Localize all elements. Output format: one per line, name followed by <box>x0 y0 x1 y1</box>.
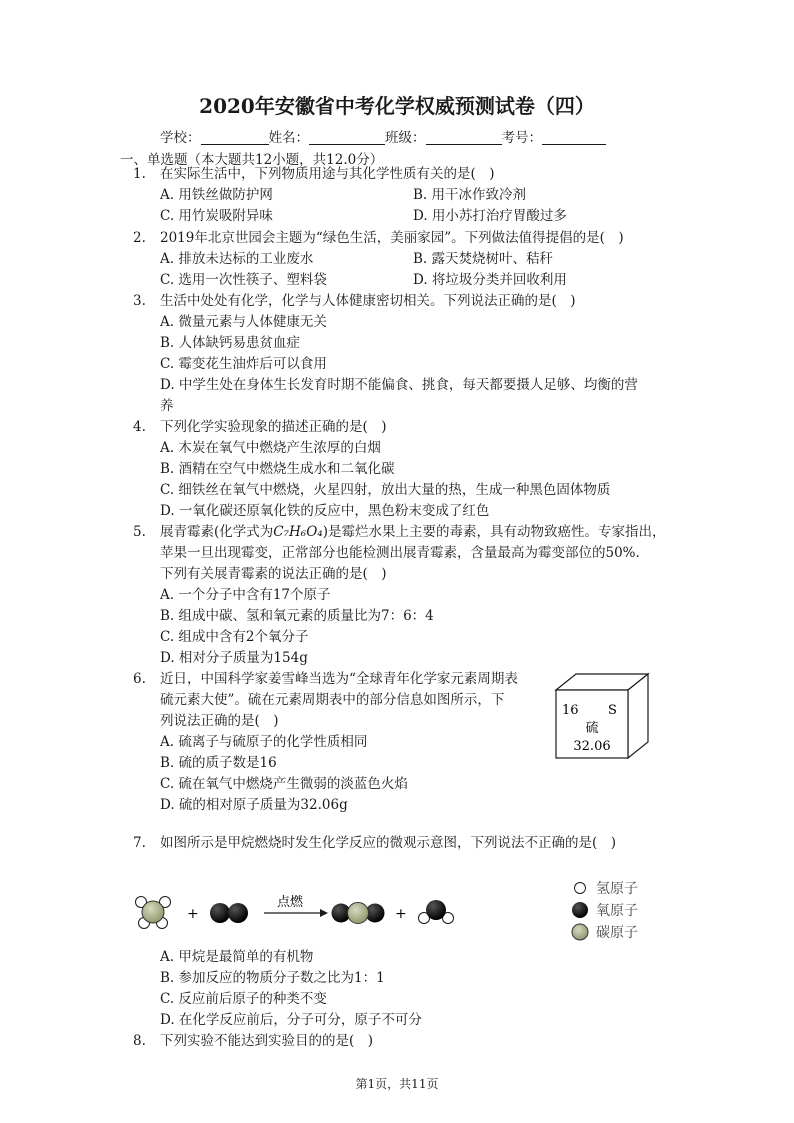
number-label: 考号： <box>501 130 542 146</box>
q8-number: 8. <box>133 1033 146 1049</box>
q6-stem-line3: 列说法正确的是( ) <box>160 713 279 729</box>
legend-hydrogen-label: 氢原子 <box>596 881 638 897</box>
q5-stem-part2: )是霉烂水果上主要的毒素，具有动物致癌性。专家指出， <box>322 524 666 540</box>
q5-stem-line2: 苹果一旦出现霉变，正常部分也能检测出展青霉素，含量最高为霉变部位的50%. <box>160 545 640 561</box>
q6-stem-line1: 近日，中国科学家姜雪峰当选为“全球青年化学家元素周期表 <box>160 671 518 687</box>
arrow-label: 点燃 <box>276 895 304 910</box>
water-molecule <box>419 900 454 924</box>
school-blank[interactable] <box>201 130 269 145</box>
diagram-legend <box>572 881 638 941</box>
q2-option-a[interactable]: A. 排放未达标的工业废水 <box>160 251 314 267</box>
section-heading: 一、单选题（本大题共12小题，共12.0分） <box>120 152 384 168</box>
q8-stem: 下列实验不能达到实验目的的是( ) <box>160 1033 374 1049</box>
q4-option-b[interactable]: B. 酒精在空气中燃烧生成水和二氧化碳 <box>160 461 395 477</box>
q3-option-a[interactable]: A. 微量元素与人体健康无关 <box>160 314 327 330</box>
q3-option-d-continued: 养 <box>160 398 174 414</box>
methane-combustion-diagram <box>130 874 670 944</box>
legend-oxygen-marker <box>572 902 588 918</box>
q6-option-a[interactable]: A. 硫离子与硫原子的化学性质相同 <box>160 734 368 750</box>
q5-formula: C₇H₆O₄ <box>273 524 323 540</box>
cell-atomic-mass: 32.06 <box>573 739 611 754</box>
name-blank[interactable] <box>309 130 385 145</box>
q2-option-c[interactable]: C. 选用一次性筷子、塑料袋 <box>160 272 327 288</box>
q1-stem: 在实际生活中，下列物质用途与其化学性质有关的是( ) <box>160 166 495 182</box>
plus-sign-2: + <box>395 906 407 922</box>
page-footer: 第1页，共11页 <box>355 1077 439 1091</box>
q5-option-a[interactable]: A. 一个分子中含有17个原子 <box>160 587 331 603</box>
name-label: 姓名： <box>268 130 309 146</box>
q6-option-c[interactable]: C. 硫在氧气中燃烧产生微弱的淡蓝色火焰 <box>160 776 408 792</box>
q6-option-d[interactable]: D. 硫的相对原子质量为32.06g <box>160 797 348 813</box>
q3-option-c[interactable]: C. 霉变花生油炸后可以食用 <box>160 356 327 372</box>
q5-stem-part1: 展青霉素(化学式为 <box>160 524 274 540</box>
q7-stem: 如图所示是甲烷燃烧时发生化学反应的微观示意图，下列说法不正确的是( ) <box>160 835 617 851</box>
school-label: 学校： <box>160 130 201 146</box>
q5-stem-line3: 下列有关展青霉素的说法正确的是( ) <box>160 566 387 582</box>
q4-stem: 下列化学实验现象的描述正确的是( ) <box>160 419 387 435</box>
legend-oxygen-label: 氧原子 <box>596 903 638 919</box>
q5-number: 5. <box>133 524 146 540</box>
q3-option-b[interactable]: B. 人体缺钙易患贫血症 <box>160 335 301 351</box>
q7-option-d[interactable]: D. 在化学反应前后，分子可分，原子不可分 <box>160 1012 422 1028</box>
q5-option-c[interactable]: C. 组成中含有2个氧分子 <box>160 629 309 645</box>
q7-option-b[interactable]: B. 参加反应的物质分子数之比为1：1 <box>160 970 385 986</box>
q1-option-b[interactable]: B. 用干冰作致冷剂 <box>413 187 527 203</box>
number-blank[interactable] <box>542 130 606 145</box>
sulfur-element-cell <box>540 668 660 768</box>
q5-stem-line1 <box>160 522 665 543</box>
q3-number: 3. <box>133 293 146 309</box>
q2-option-b[interactable]: B. 露天焚烧树叶、秸秆 <box>413 251 554 267</box>
plus-sign-1: + <box>187 906 199 922</box>
q7-option-c[interactable]: C. 反应前后原子的种类不变 <box>160 991 327 1007</box>
q7-option-a[interactable]: A. 甲烷是最简单的有机物 <box>160 949 314 965</box>
q5-option-b[interactable]: B. 组成中碳、氢和氧元素的质量比为7：6：4 <box>160 608 434 624</box>
q6-number: 6. <box>133 671 146 687</box>
q2-number: 2. <box>133 230 146 246</box>
reaction-arrow <box>264 894 328 917</box>
oxygen-molecule <box>210 903 248 923</box>
methane-molecule <box>136 897 171 929</box>
q6-stem-line2: 硫元素大使”。硫在元素周期表中的部分信息如图所示，下 <box>160 692 505 708</box>
q1-option-d[interactable]: D. 用小苏打治疗胃酸过多 <box>413 208 567 224</box>
q5-option-d[interactable]: D. 相对分子质量为154g <box>160 650 308 666</box>
cell-atomic-number: 16 <box>562 703 579 718</box>
q3-stem: 生活中处处有化学，化学与人体健康密切相关。下列说法正确的是( ) <box>160 293 576 309</box>
q1-option-c[interactable]: C. 用竹炭吸附异味 <box>160 208 273 224</box>
q4-number: 4. <box>133 419 146 435</box>
page-title: 2020年安徽省中考化学权威预测试卷（四） <box>199 94 595 118</box>
legend-carbon-label: 碳原子 <box>596 925 638 941</box>
carbon-dioxide-molecule <box>332 903 385 924</box>
q7-number: 7. <box>133 835 146 851</box>
q1-number: 1. <box>133 166 146 182</box>
student-info-line <box>160 126 606 146</box>
q6-option-b[interactable]: B. 硫的质子数是16 <box>160 755 277 771</box>
q4-option-d[interactable]: D. 一氧化碳还原氧化铁的反应中，黑色粉末变成了红色 <box>160 503 490 519</box>
q2-option-d[interactable]: D. 将垃圾分类并回收利用 <box>413 272 567 288</box>
q2-stem: 2019年北京世园会主题为“绿色生活，美丽家园”。下列做法值得提倡的是( ) <box>160 230 624 246</box>
q1-option-a[interactable]: A. 用铁丝做防护网 <box>160 187 273 203</box>
class-blank[interactable] <box>426 130 502 145</box>
legend-hydrogen-marker <box>575 883 586 894</box>
q4-option-c[interactable]: C. 细铁丝在氧气中燃烧，火星四射，放出大量的热，生成一种黑色固体物质 <box>160 482 611 498</box>
cell-symbol: S <box>608 703 617 718</box>
cell-element-name: 硫 <box>585 721 599 736</box>
q3-option-d[interactable]: D. 中学生处在身体生长发育时期不能偏食、挑食，每天都要摄人足够、均衡的营 <box>160 377 638 393</box>
q4-option-a[interactable]: A. 木炭在氧气中燃烧产生浓厚的白烟 <box>160 440 381 456</box>
class-label: 班级： <box>385 130 426 146</box>
legend-carbon-marker <box>572 924 588 940</box>
